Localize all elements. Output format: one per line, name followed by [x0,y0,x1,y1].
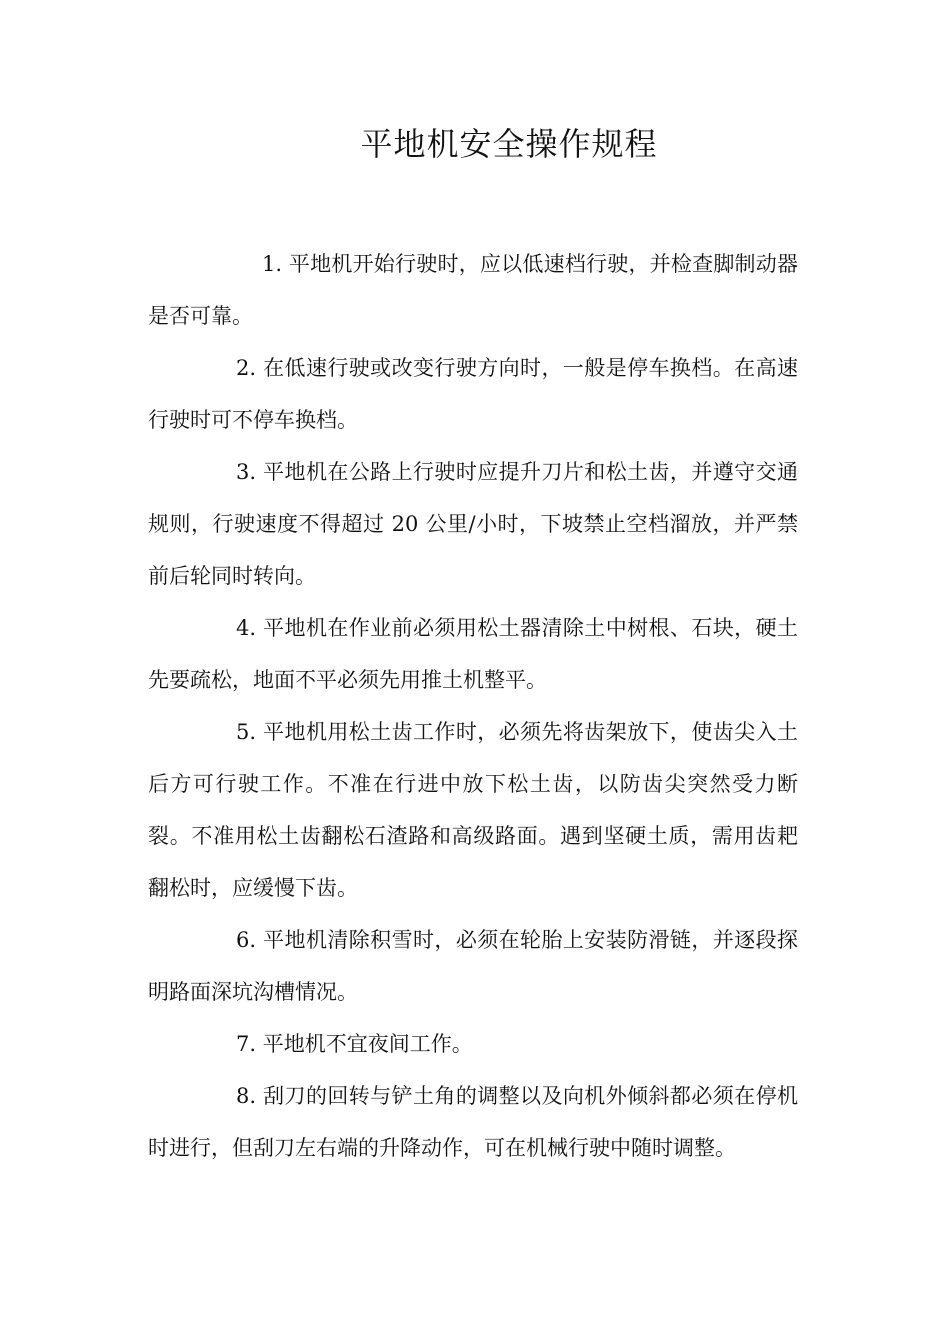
document-body [148,238,798,1174]
paragraph-4: 4. 平地机在作业前必须用松土器清除土中树根、石块，硬土先要疏松，地面不平必须先用推土机整平。 [148,616,798,692]
paragraph-3: 3. 平地机在公路上行驶时应提升刀片和松土齿，并遵守交通规则，行驶速度不得超过 20 公里/小时，下坡禁止空档溜放，并严禁前后轮同时转向。 [148,460,798,588]
paragraph-1: 1. 平地机开始行驶时，应以低速档行驶，并检查脚制动器是否可靠。 [148,252,798,328]
paragraph-5: 5. 平地机用松土齿工作时，必须先将齿架放下，使齿尖入土后方可行驶工作。不准在行进中放下松土齿，以防齿尖突然受力断裂。不准用松土齿翻松石渣路和高级路面。遇到坚硬土质，需用齿耙翻松时，应缓慢下齿。 [148,720,798,900]
paragraph-6: 6. 平地机清除积雪时，必须在轮胎上安装防滑链，并逐段探明路面深坑沟槽情况。 [148,928,798,1004]
page-title: 平地机安全操作规程 [360,125,658,163]
paragraph-2: 2. 在低速行驶或改变行驶方向时，一般是停车换档。在高速行驶时可不停车换档。 [148,356,798,432]
paragraph-8: 8. 刮刀的回转与铲土角的调整以及向机外倾斜都必须在停机时进行，但刮刀左右端的升降动作，可在机械行驶中随时调整。 [148,1084,798,1160]
paragraph-7: 7. 平地机不宜夜间工作。 [236,1032,473,1056]
